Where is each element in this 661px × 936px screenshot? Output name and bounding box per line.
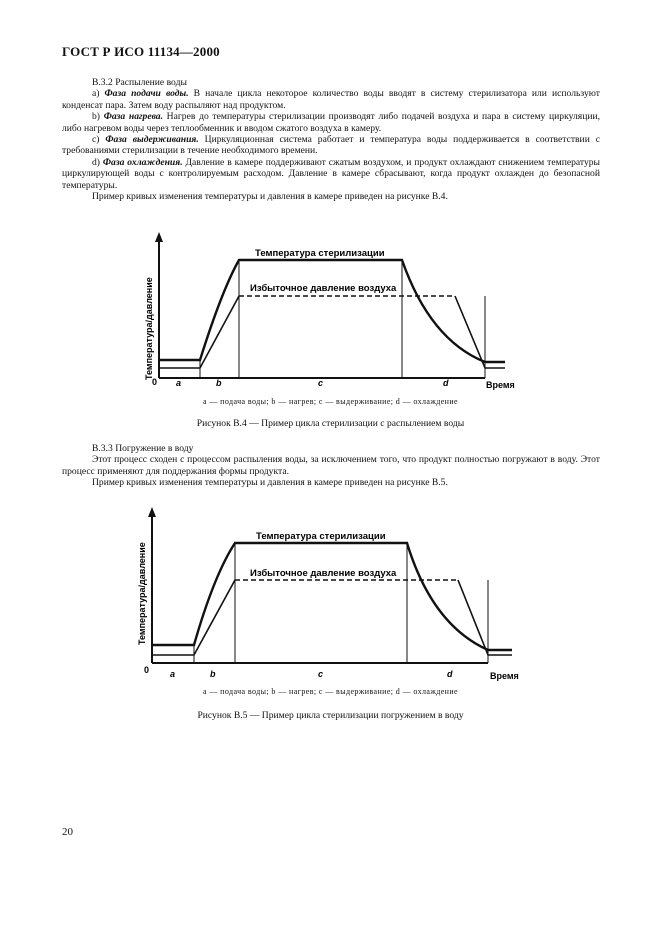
- pressure-label: Избыточное давление воздуха: [250, 568, 397, 579]
- phase-label-d: d: [447, 669, 453, 679]
- paragraph-item-b: b) Фаза нагрева. Нагрев до температуры стерилизации производят либо подачей воздуха и пара в систему циркуляции, либо нагревом воды через теплообменник и вводом сжатого воздуха в камеру.: [62, 111, 600, 134]
- pressure-fall-line: [458, 580, 512, 655]
- origin-label: 0: [152, 377, 158, 387]
- x-axis-label: Время: [490, 671, 519, 681]
- paragraph-item-d: d) Фаза охлаждения. Давление в камере поддерживают сжатым воздухом, и продукт охлаждают снижением температуры циркулирующей воды с контролируемым расходом. Давление в камере сбрасывают, когда продукт охлажден до безопасной температуры.: [62, 156, 600, 191]
- x-axis-label: Время: [486, 380, 515, 390]
- page-number: 20: [62, 826, 73, 838]
- pressure-rise-line: [159, 296, 239, 368]
- section-b33: [62, 443, 600, 489]
- paragraph-item-c: c) Фаза выдерживания. Циркуляционная система работает и температура воды поддерживается в соответствии с требованиями стерилизации в течение необходимого времени.: [62, 134, 600, 157]
- y-axis-label: Температура/давление: [137, 542, 147, 645]
- figure-b4-legend: a — подача воды; b — нагрев; c — выдерживание; d — охлаждение: [203, 397, 458, 406]
- figure-b5: [0, 505, 661, 685]
- origin-label: 0: [144, 665, 150, 675]
- temp-label: Температура стерилизации: [255, 248, 385, 259]
- section-b32: [62, 77, 600, 202]
- paragraph-item-a: a) Фаза подачи воды. В начале цикла некоторое количество воды вводят в систему стерилизатора или используют конденсат пара. Затем воду распыляют над продуктом.: [62, 88, 600, 111]
- figure-b4-diagram: [0, 230, 661, 390]
- section-heading: В.3.2 Распыление воды: [92, 77, 187, 88]
- figure-b4: [0, 230, 661, 390]
- y-axis-arrow-icon: [148, 507, 156, 517]
- phase-label-d: d: [443, 378, 449, 388]
- phase-label-a: a: [170, 669, 176, 679]
- figure-b4-caption: Рисунок В.4 — Пример цикла стерилизации с распылением воды: [196, 418, 465, 429]
- phase-label-a: a: [176, 378, 182, 388]
- example-reference: Пример кривых изменения температуры и давления в камере приведен на рисунке В.5.: [92, 477, 448, 489]
- paragraph: Этот процесс сходен с процессом распыления воды, за исключением того, что продукт полностью погружают в воду. Этот процесс применяют для поддержания формы продукта.: [62, 454, 600, 477]
- y-axis-arrow-icon: [155, 232, 163, 242]
- pressure-label: Избыточное давление воздуха: [250, 283, 397, 294]
- example-reference: Пример кривых изменения температуры и давления в камере приведен на рисунке В.4.: [92, 191, 448, 203]
- y-axis-label: Температура/давление: [144, 277, 154, 380]
- figure-b5-legend: a — подача воды; b — нагрев; c — выдерживание; d — охлаждение: [203, 687, 458, 696]
- phase-label-c: c: [318, 378, 324, 388]
- phase-label-b: b: [210, 669, 216, 679]
- phase-label-b: b: [216, 378, 222, 388]
- temp-label: Температура стерилизации: [256, 531, 386, 542]
- document-header: ГОСТ Р ИСО 11134—2000: [62, 44, 220, 59]
- pressure-fall-line: [455, 296, 505, 368]
- section-heading: В.3.3 Погружение в воду: [92, 443, 194, 454]
- phase-label-c: c: [318, 669, 324, 679]
- figure-b5-diagram: [0, 505, 661, 685]
- figure-b5-caption: Рисунок В.5 — Пример цикла стерилизации погружением в воду: [197, 710, 464, 721]
